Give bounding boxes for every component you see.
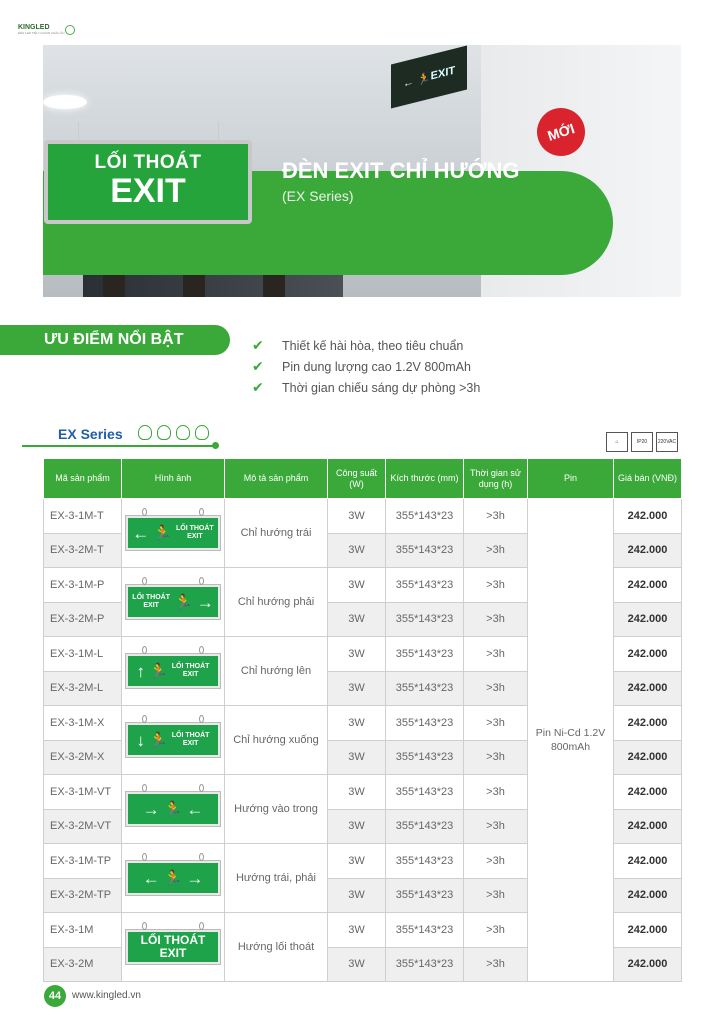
product-power: 3W — [328, 602, 386, 637]
product-image-cell — [122, 706, 225, 775]
sign-wire — [78, 122, 79, 140]
product-runtime: >3h — [464, 499, 528, 534]
col-header: Mã sản phẩm — [44, 459, 122, 499]
arrow-right-icon: → — [186, 868, 204, 888]
series-bulbs — [138, 425, 214, 440]
running-man-icon: 🏃 — [174, 594, 193, 611]
ip-rating-icon: IP20 — [631, 432, 653, 452]
sign-text: LỐI THOÁT EXIT — [175, 525, 214, 540]
product-image — [126, 930, 220, 964]
product-code: EX-3-1M — [44, 913, 122, 948]
brand-logo — [18, 24, 75, 35]
product-code: EX-3-2M-L — [44, 671, 122, 706]
running-man-icon: 🏃 — [153, 525, 172, 542]
features-list — [252, 335, 480, 398]
product-image-cell — [122, 775, 225, 844]
product-price: 242.000 — [614, 740, 682, 775]
product-price: 242.000 — [614, 533, 682, 568]
product-size: 355*143*23 — [386, 637, 464, 672]
product-desc: Chỉ hướng xuống — [225, 706, 328, 775]
product-desc: Hướng lối thoát — [225, 913, 328, 982]
bulb-icon — [157, 425, 171, 440]
col-header: Hình ảnh — [122, 459, 225, 499]
hanger-icon — [199, 646, 204, 654]
series-title: EX Series — [58, 426, 123, 442]
product-price: 242.000 — [614, 809, 682, 844]
hero-exit-sign — [44, 140, 252, 224]
running-man-icon: 🏃 — [149, 663, 168, 680]
col-header: Kích thước (mm) — [386, 459, 464, 499]
product-code: EX-3-1M-P — [44, 568, 122, 603]
brand-tagline: ĐÈN LED TIÊU CHUẨN CHÂU ÂU — [18, 31, 65, 35]
product-code: EX-3-1M-T — [44, 499, 122, 534]
arrow-right-icon: → — [142, 799, 160, 819]
check-icon: ✔ — [252, 358, 264, 374]
sign-text: LỐI THOÁT EXIT — [132, 594, 171, 609]
product-image — [126, 723, 220, 757]
sign-text: LỐI THOÁT EXIT — [171, 732, 210, 747]
col-header: Giá bán (VNĐ) — [614, 459, 682, 499]
product-price: 242.000 — [614, 671, 682, 706]
product-desc: Chỉ hướng trái — [225, 499, 328, 568]
product-size: 355*143*23 — [386, 775, 464, 810]
hanger-icon — [142, 715, 147, 723]
table-body — [44, 499, 682, 982]
product-runtime: >3h — [464, 809, 528, 844]
hanger-icon — [142, 784, 147, 792]
product-runtime: >3h — [464, 568, 528, 603]
product-image-cell — [122, 568, 225, 637]
sign-text: LỐI THOÁT EXIT — [140, 933, 206, 960]
product-power: 3W — [328, 947, 386, 982]
sign-wire — [218, 122, 219, 140]
product-image — [126, 516, 220, 550]
cert-icons — [603, 432, 678, 452]
product-runtime: >3h — [464, 602, 528, 637]
page-title: ĐÈN EXIT CHỈ HƯỚNG — [282, 158, 520, 183]
col-header: Thời gian sử dụng (h) — [464, 459, 528, 499]
product-price: 242.000 — [614, 637, 682, 672]
product-size: 355*143*23 — [386, 844, 464, 879]
product-image-cell — [122, 499, 225, 568]
product-code: EX-3-1M-VT — [44, 775, 122, 810]
bulb-icon — [65, 25, 75, 35]
product-code: EX-3-2M — [44, 947, 122, 982]
product-price: 242.000 — [614, 568, 682, 603]
product-code: EX-3-2M-P — [44, 602, 122, 637]
product-power: 3W — [328, 878, 386, 913]
arrow-left-icon: ← — [186, 799, 204, 819]
product-image — [126, 585, 220, 619]
product-size: 355*143*23 — [386, 913, 464, 948]
product-runtime: >3h — [464, 740, 528, 775]
hanger-icon — [199, 853, 204, 861]
product-power: 3W — [328, 671, 386, 706]
product-runtime: >3h — [464, 913, 528, 948]
bulb-icon — [138, 425, 152, 440]
check-icon: ✔ — [252, 337, 264, 353]
running-man-icon: 🏃 — [149, 732, 168, 749]
page-subtitle: (EX Series) — [282, 188, 354, 204]
features-heading: ƯU ĐIỂM NỔI BẬT — [0, 325, 230, 355]
hanger-icon — [142, 577, 147, 585]
product-desc: Hướng vào trong — [225, 775, 328, 844]
indoor-icon: ⌂ — [606, 432, 628, 452]
product-size: 355*143*23 — [386, 568, 464, 603]
col-header: Công suất (W) — [328, 459, 386, 499]
product-size: 355*143*23 — [386, 947, 464, 982]
product-size: 355*143*23 — [386, 602, 464, 637]
product-code: EX-3-1M-TP — [44, 844, 122, 879]
check-icon: ✔ — [252, 379, 264, 395]
hero-sign-line2: EXIT — [110, 172, 186, 210]
product-price: 242.000 — [614, 947, 682, 982]
col-header: Mô tả sản phẩm — [225, 459, 328, 499]
product-table — [43, 458, 682, 982]
product-size: 355*143*23 — [386, 533, 464, 568]
arrow-right-icon: → — [196, 592, 214, 612]
hero-photo-exit-sign: ← 🏃 EXIT — [391, 46, 467, 109]
ceiling-light — [43, 95, 87, 109]
feature-item: ✔ Pin dung lượng cao 1.2V 800mAh — [252, 358, 471, 374]
arrow-up-icon: ↑ — [136, 661, 146, 681]
feature-item: ✔ Thiết kế hài hòa, theo tiêu chuẩn — [252, 337, 464, 353]
hero-sign-line1: LỐI THOÁT — [94, 152, 202, 173]
product-image — [126, 792, 220, 826]
product-runtime: >3h — [464, 533, 528, 568]
product-desc: Chỉ hướng phải — [225, 568, 328, 637]
table-header-row — [44, 459, 682, 499]
product-runtime: >3h — [464, 706, 528, 741]
product-image-cell — [122, 637, 225, 706]
bulb-icon — [195, 425, 209, 440]
running-man-icon: 🏃 — [163, 801, 183, 818]
website-link[interactable]: www.kingled.vn — [72, 990, 141, 1001]
product-price: 242.000 — [614, 706, 682, 741]
divider-dot — [212, 442, 219, 449]
hanger-icon — [142, 508, 147, 516]
product-desc: Chỉ hướng lên — [225, 637, 328, 706]
product-image — [126, 861, 220, 895]
arrow-down-icon: ↓ — [136, 730, 146, 750]
product-price: 242.000 — [614, 775, 682, 810]
divider — [22, 445, 217, 447]
product-runtime: >3h — [464, 671, 528, 706]
page-number: 44 — [44, 985, 66, 1007]
product-power: 3W — [328, 775, 386, 810]
running-man-icon: 🏃 — [163, 870, 183, 887]
arrow-left-icon: ← — [142, 868, 160, 888]
product-size: 355*143*23 — [386, 809, 464, 844]
hanger-icon — [199, 715, 204, 723]
product-code: EX-3-2M-X — [44, 740, 122, 775]
product-size: 355*143*23 — [386, 740, 464, 775]
product-power: 3W — [328, 637, 386, 672]
product-runtime: >3h — [464, 878, 528, 913]
product-price: 242.000 — [614, 602, 682, 637]
hanger-icon — [142, 853, 147, 861]
product-size: 355*143*23 — [386, 706, 464, 741]
product-size: 355*143*23 — [386, 878, 464, 913]
new-badge: MỚI — [531, 102, 591, 162]
product-size: 355*143*23 — [386, 499, 464, 534]
product-code: EX-3-2M-TP — [44, 878, 122, 913]
hanger-icon — [142, 646, 147, 654]
col-header: Pin — [528, 459, 614, 499]
product-price: 242.000 — [614, 499, 682, 534]
product-runtime: >3h — [464, 637, 528, 672]
product-size: 355*143*23 — [386, 671, 464, 706]
product-runtime: >3h — [464, 844, 528, 879]
product-power: 3W — [328, 706, 386, 741]
table-row — [44, 499, 682, 534]
product-code: EX-3-2M-VT — [44, 809, 122, 844]
bulb-icon — [176, 425, 190, 440]
product-image-cell — [122, 844, 225, 913]
hanger-icon — [199, 784, 204, 792]
product-power: 3W — [328, 844, 386, 879]
product-code: EX-3-1M-L — [44, 637, 122, 672]
product-power: 3W — [328, 913, 386, 948]
sign-text: LỐI THOÁT EXIT — [171, 663, 210, 678]
feature-item: ✔ Thời gian chiếu sáng dự phòng >3h — [252, 379, 481, 395]
product-image-cell — [122, 913, 225, 982]
product-power: 3W — [328, 740, 386, 775]
product-code: EX-3-1M-X — [44, 706, 122, 741]
product-power: 3W — [328, 568, 386, 603]
hanger-icon — [199, 922, 204, 930]
product-runtime: >3h — [464, 947, 528, 982]
hanger-icon — [142, 922, 147, 930]
product-power: 3W — [328, 533, 386, 568]
product-price: 242.000 — [614, 844, 682, 879]
product-price: 242.000 — [614, 913, 682, 948]
battery-spec: Pin Ni-Cd 1.2V 800mAh — [528, 499, 614, 982]
product-image — [126, 654, 220, 688]
product-price: 242.000 — [614, 878, 682, 913]
product-runtime: >3h — [464, 775, 528, 810]
product-power: 3W — [328, 499, 386, 534]
arrow-left-icon: ← — [132, 523, 150, 543]
voltage-icon: 220VAC — [656, 432, 678, 452]
hanger-icon — [199, 508, 204, 516]
hanger-icon — [199, 577, 204, 585]
product-code: EX-3-2M-T — [44, 533, 122, 568]
product-power: 3W — [328, 809, 386, 844]
product-desc: Hướng trái, phải — [225, 844, 328, 913]
brand-name: KINGLED — [18, 24, 50, 31]
